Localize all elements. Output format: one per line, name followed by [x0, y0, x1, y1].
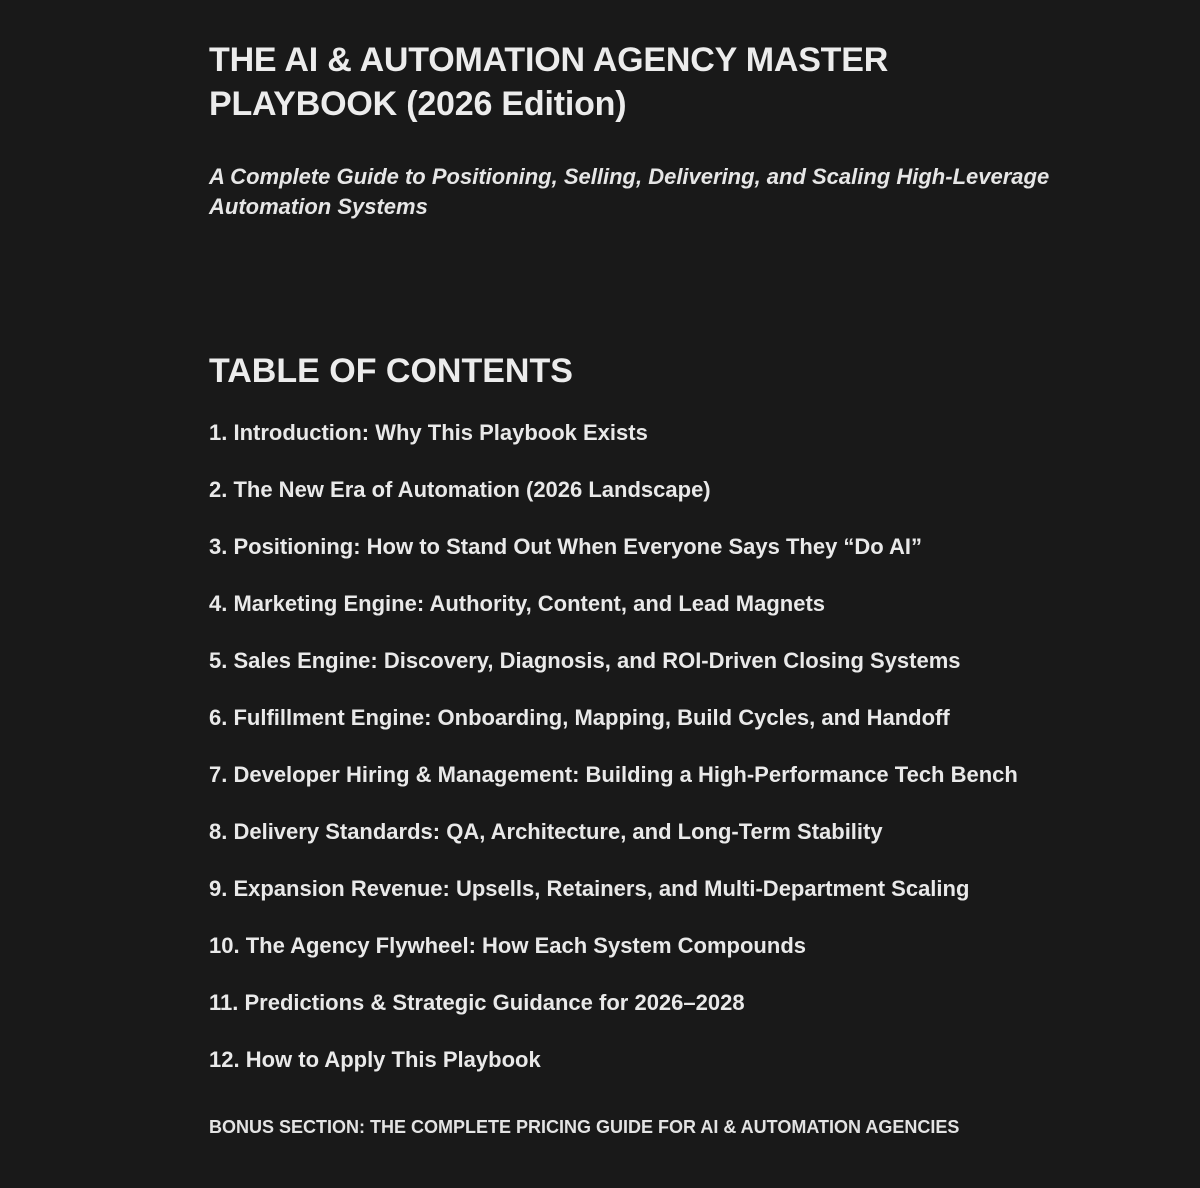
toc-item-4: 4. Marketing Engine: Authority, Content, and Lead Magnets [209, 591, 826, 616]
toc-item-7: 7. Developer Hiring & Management: Building a High-Performance Tech Bench [209, 762, 1018, 787]
toc-item-3: 3. Positioning: How to Stand Out When Everyone Says They “Do AI” [209, 534, 923, 559]
document-page [209, 38, 1069, 1140]
document-title: THE AI & AUTOMATION AGENCY MASTER PLAYBOOK (2026 Edition) [209, 41, 889, 123]
toc-item-5: 5. Sales Engine: Discovery, Diagnosis, and ROI-Driven Closing Systems [209, 648, 961, 673]
toc-item-10: 10. The Agency Flywheel: How Each System Compounds [209, 933, 806, 958]
toc-heading: TABLE OF CONTENTS [209, 352, 573, 390]
toc-item-11: 11. Predictions & Strategic Guidance for 2026–2028 [209, 990, 745, 1015]
document-subtitle: A Complete Guide to Positioning, Selling, Delivering, and Scaling High-Leverage Automation Systems [209, 164, 1050, 219]
toc-item-1: 1. Introduction: Why This Playbook Exists [209, 420, 648, 445]
toc-item-8: 8. Delivery Standards: QA, Architecture, and Long-Term Stability [209, 819, 883, 844]
toc-item-9: 9. Expansion Revenue: Upsells, Retainers, and Multi-Department Scaling [209, 876, 970, 901]
toc-item-2: 2. The New Era of Automation (2026 Landscape) [209, 477, 711, 502]
toc-list [209, 418, 1069, 1102]
toc-item-6: 6. Fulfillment Engine: Onboarding, Mapping, Build Cycles, and Handoff [209, 705, 950, 730]
toc-item-12: 12. How to Apply This Playbook [209, 1047, 541, 1072]
bonus-section-label: BONUS SECTION: THE COMPLETE PRICING GUIDE FOR AI & AUTOMATION AGENCIES [209, 1117, 960, 1137]
